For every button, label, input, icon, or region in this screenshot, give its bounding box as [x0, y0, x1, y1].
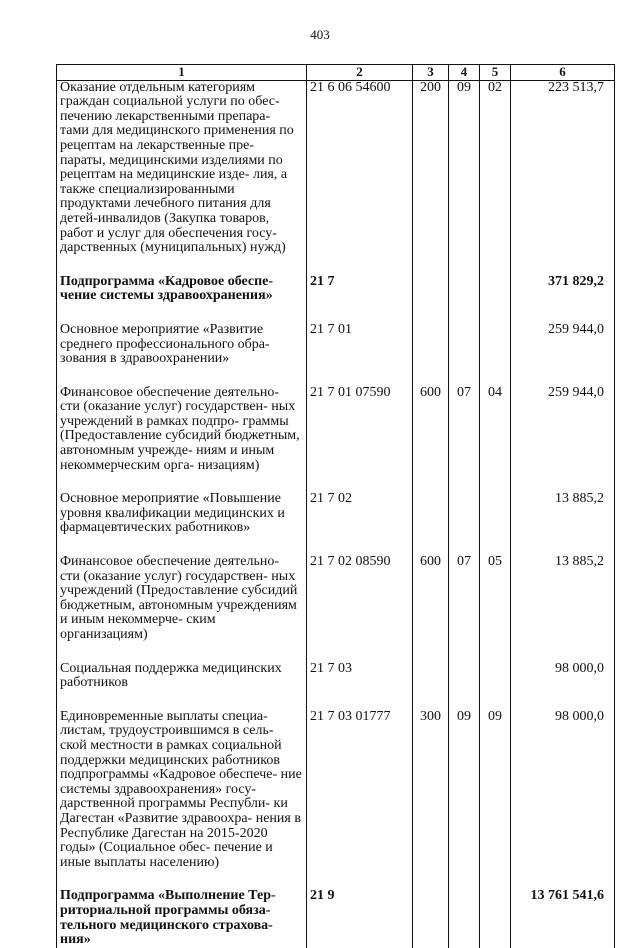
row-col5 [480, 323, 511, 386]
row-col4 [449, 323, 480, 386]
row-name: Финансовое обеспечение деятельно- сти (оказание услуг) государствен- ных учреждений в рамках подпро- граммы (Предоставление субсидий бюджетным, автономным учрежде- ниям и иным некоммерческим орга- низациям) [57, 386, 307, 493]
header-row [57, 65, 615, 81]
row-col4: 09 [449, 80, 480, 275]
row-amount: 13 761 541,6 [511, 889, 615, 947]
row-col5 [480, 275, 511, 323]
table-row [57, 889, 615, 947]
row-name: Подпрограмма «Выполнение Тер- риториальной программы обяза- тельного медицинского страхова- ния» [57, 889, 307, 947]
row-col4: 09 [449, 710, 480, 890]
row-col3: 600 [413, 386, 449, 493]
row-col3: 200 [413, 80, 449, 275]
row-name: Основное мероприятие «Повышение уровня квалификации медицинских и фармацевтических работников» [57, 492, 307, 555]
row-col5 [480, 662, 511, 710]
row-col3 [413, 492, 449, 555]
header-cell: 5 [480, 65, 511, 81]
row-code: 21 7 [307, 275, 413, 323]
row-code: 21 7 02 08590 [307, 555, 413, 662]
table-row [57, 492, 615, 555]
header-cell: 3 [413, 65, 449, 81]
row-amount: 13 885,2 [511, 492, 615, 555]
row-col4 [449, 492, 480, 555]
row-col4 [449, 275, 480, 323]
row-col3 [413, 323, 449, 386]
row-amount: 371 829,2 [511, 275, 615, 323]
header-cell: 1 [57, 65, 307, 81]
page-number: 403 [310, 27, 330, 42]
row-name: Социальная поддержка медицинских работников [57, 662, 307, 710]
row-name: Финансовое обеспечение деятельно- сти (оказание услуг) государствен- ных учреждений (Предоставление субсидий бюджетным, автономным учреждениям и иным некоммерче- ским организациям) [57, 555, 307, 662]
budget-table [56, 64, 615, 948]
table-row [57, 80, 615, 275]
row-code: 21 7 01 07590 [307, 386, 413, 493]
row-name: Основное мероприятие «Развитие среднего профессионального обра- зования в здравоохранении» [57, 323, 307, 386]
row-col5 [480, 492, 511, 555]
row-name: Оказание отдельным категориям граждан социальной услуги по обес- печению лекарственными препара- тами для медицинского применения по рецептам на лекарственные пре- параты, медицинскими изделиями по рецептам на медицинские изде- лия, а также специализированными продуктами лечебного питания для детей-инвалидов (Закупка товаров, работ и услуг для обеспечения госу- дарственных (муниципальных) нужд) [57, 80, 307, 275]
table-row [57, 275, 615, 323]
row-col5: 02 [480, 80, 511, 275]
row-col4 [449, 889, 480, 947]
row-amount: 259 944,0 [511, 323, 615, 386]
header-cell: 4 [449, 65, 480, 81]
table-row [57, 662, 615, 710]
row-code: 21 6 06 54600 [307, 80, 413, 275]
header-cell: 2 [307, 65, 413, 81]
row-col3 [413, 889, 449, 947]
row-col3 [413, 662, 449, 710]
header-cell: 6 [511, 65, 615, 81]
table-row [57, 386, 615, 493]
row-code: 21 7 03 [307, 662, 413, 710]
row-code: 21 7 02 [307, 492, 413, 555]
row-col4: 07 [449, 555, 480, 662]
row-col5 [480, 889, 511, 947]
row-name: Подпрограмма «Кадровое обеспе- чение системы здравоохранения» [57, 275, 307, 323]
row-col4 [449, 662, 480, 710]
row-code: 21 7 03 01777 [307, 710, 413, 890]
row-code: 21 9 [307, 889, 413, 947]
row-col5: 04 [480, 386, 511, 493]
row-col3 [413, 275, 449, 323]
row-col3: 300 [413, 710, 449, 890]
table-row [57, 710, 615, 890]
row-amount: 98 000,0 [511, 662, 615, 710]
table-row [57, 323, 615, 386]
row-col5: 05 [480, 555, 511, 662]
row-amount: 223 513,7 [511, 80, 615, 275]
row-amount: 259 944,0 [511, 386, 615, 493]
row-code: 21 7 01 [307, 323, 413, 386]
row-amount: 13 885,2 [511, 555, 615, 662]
table-row [57, 555, 615, 662]
row-name: Единовременные выплаты специа- листам, трудоустроившимся в сель- ской местности в рамках социальной поддержки медицинских работников подпрограммы «Кадровое обеспече- ние системы здравоохранения» госу- дарственной программы Республи- ки Дагестан «Развитие здравоохра- нения в Республике Дагестан на 2015-2020 годы» (Социальное обес- печение и иные выплаты населению) [57, 710, 307, 890]
row-col4: 07 [449, 386, 480, 493]
row-col5: 09 [480, 710, 511, 890]
row-amount: 98 000,0 [511, 710, 615, 890]
row-col3: 600 [413, 555, 449, 662]
